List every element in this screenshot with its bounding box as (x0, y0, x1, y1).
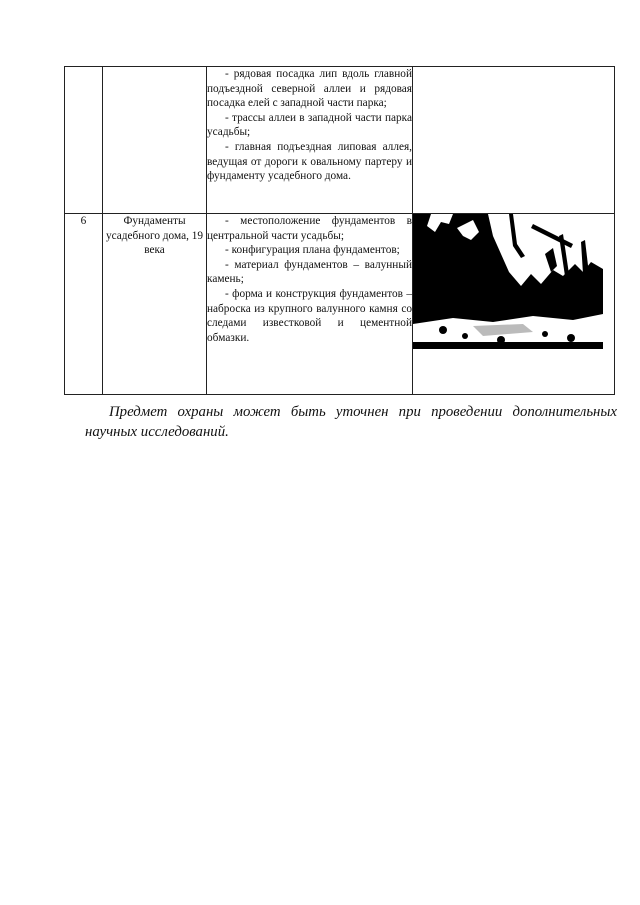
list-item: - конфигурация плана фундаментов; (225, 244, 400, 257)
note-line: Предмет охраны может быть уточнен при проведении дополнительных (109, 404, 617, 420)
protection-items-cell (207, 214, 413, 395)
foundation-photo (413, 214, 603, 349)
photo-cell (413, 214, 615, 395)
row-number: 6 (65, 214, 103, 395)
object-name-cell (103, 67, 207, 214)
object-name: Фундаменты усадебного дома, 19 века (103, 214, 207, 395)
list-item: - главная подъездная липовая аллея, ведущая от дороги к овальному партеру и фундаменту усадебного дома. (207, 140, 412, 183)
list-item: - рядовая посадка лип вдоль главной подъездной северной аллеи и рядовая посадка елей с западной части парка; (207, 68, 412, 110)
list-item: - форма и конструкция фундаментов – наброска из крупного валунного камня со следами известковой и цементной обмазки. (207, 287, 412, 344)
protection-items-cell (207, 67, 413, 214)
number-cell (65, 67, 103, 214)
protection-subject-table (64, 66, 615, 395)
list-item: - трассы аллеи в западной части парка усадьбы; (207, 111, 412, 139)
note-line: научных исследований. (85, 423, 229, 440)
list-item: - местоположение фундаментов в центральной части усадьбы; (207, 215, 412, 242)
table-row (65, 214, 615, 395)
photo-cell (413, 67, 615, 214)
note-paragraph (85, 403, 617, 442)
list-item: - материал фундаментов – валунный камень; (207, 258, 412, 286)
table-row (65, 67, 615, 214)
